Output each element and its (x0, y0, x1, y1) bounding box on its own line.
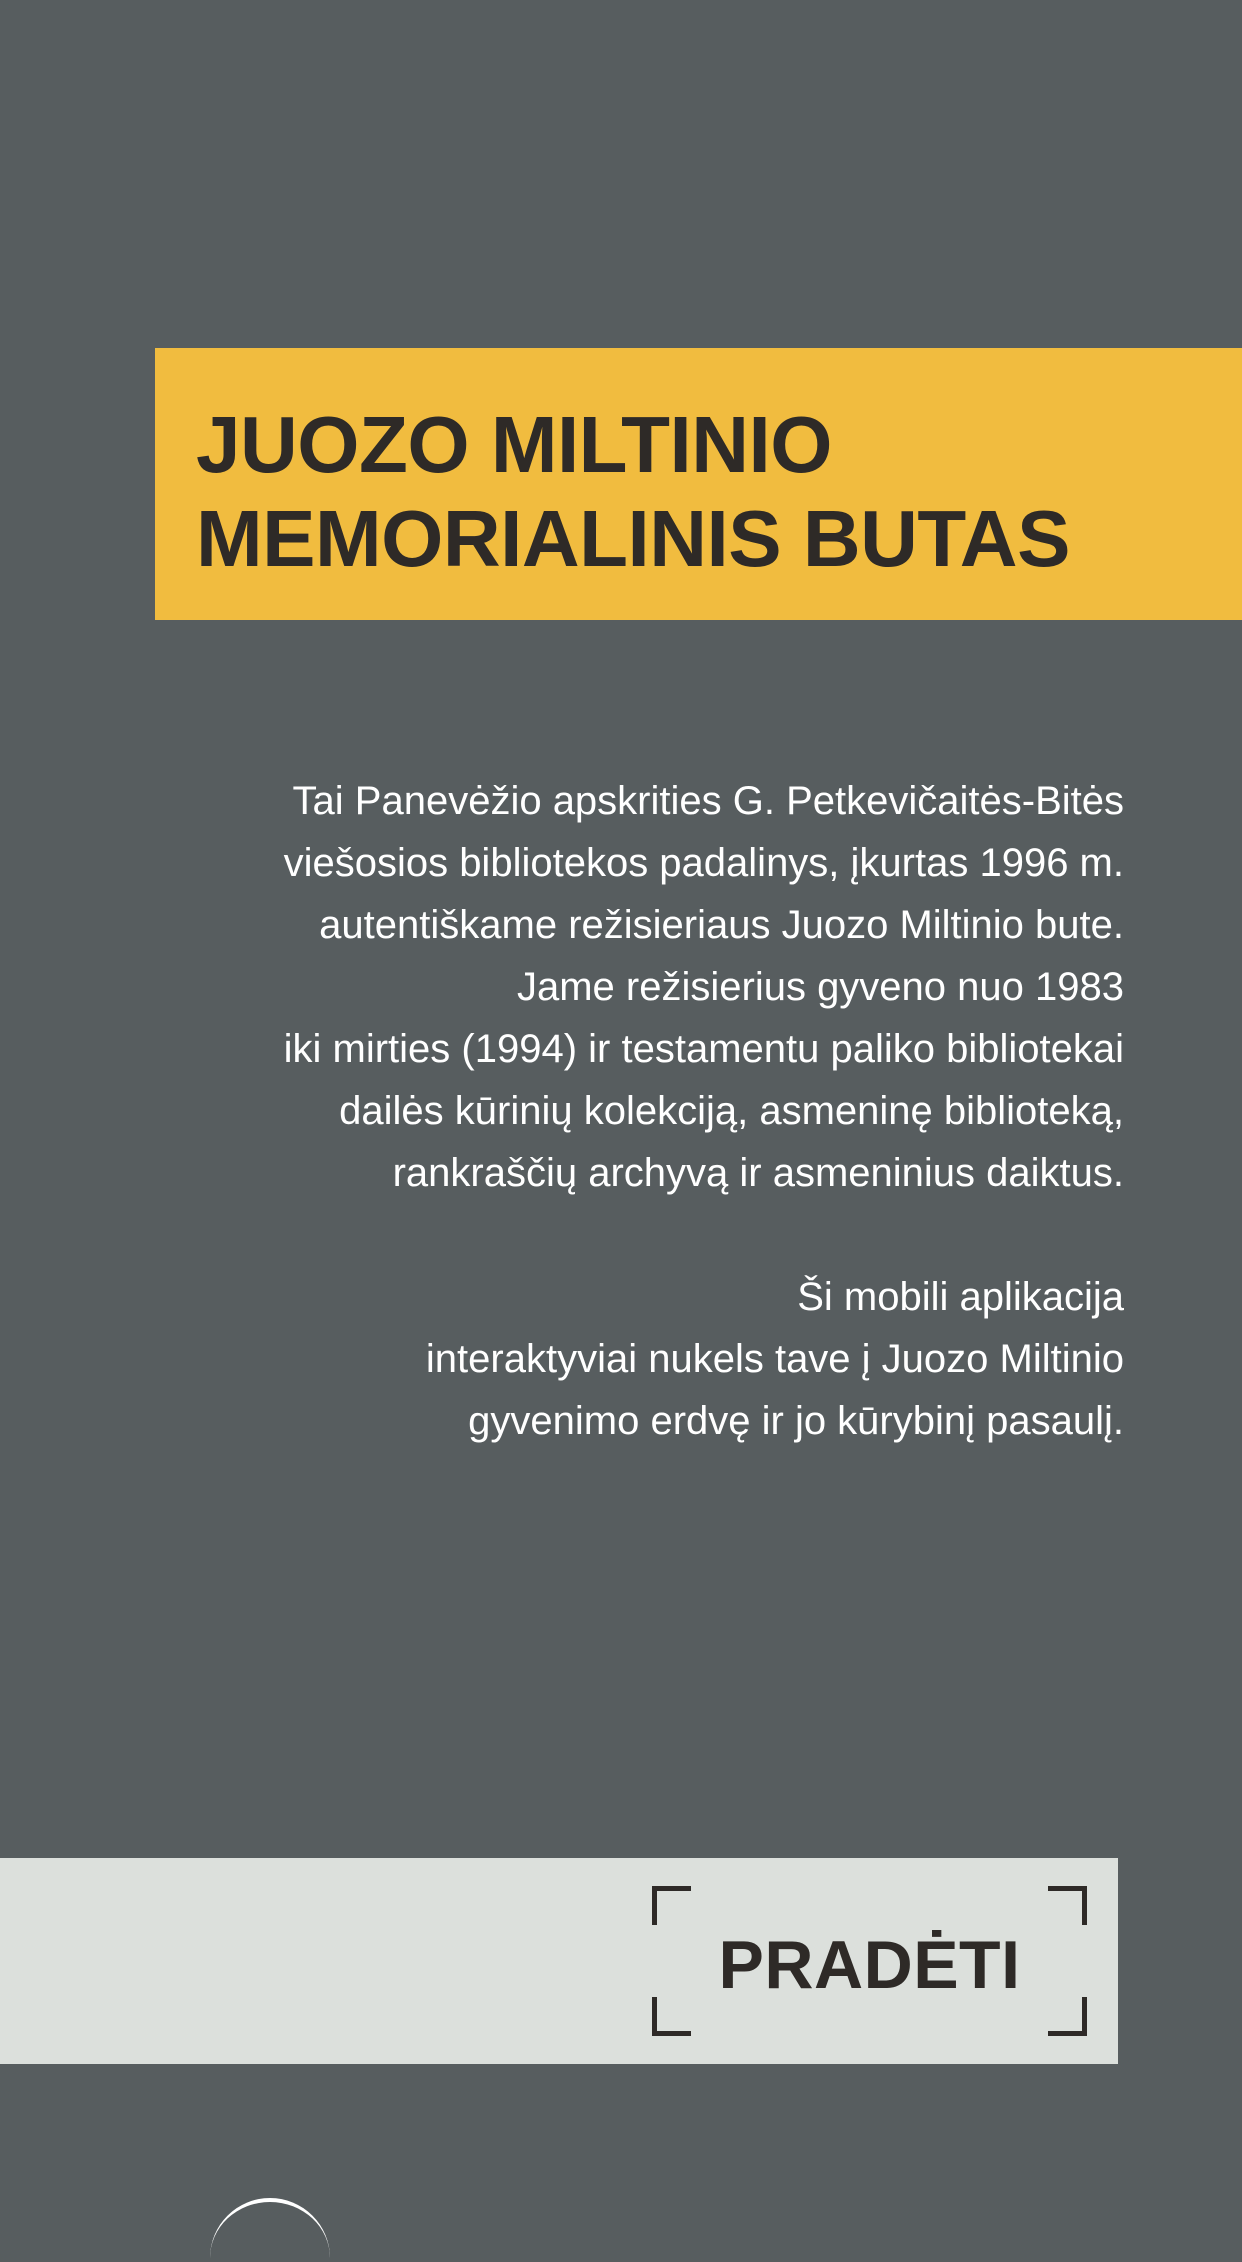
frame-corner-top-left (652, 1886, 691, 1925)
start-button[interactable] (652, 1886, 1087, 2036)
frame-corner-top-right (1048, 1886, 1087, 1925)
description-line: Ši mobili aplikacija (797, 1275, 1124, 1319)
description-line: iki mirties (1994) ir testamentu paliko bibliotekai (283, 1027, 1124, 1071)
description-line: Jame režisierius gyveno nuo 1983 (516, 965, 1124, 1009)
description-line: autentiškame režisieriaus Juozo Miltinio bute. (319, 903, 1124, 947)
start-bar (0, 1858, 1118, 2064)
title-banner (155, 348, 1242, 620)
page-title-line-2: MEMORIALINIS BUTAS (196, 494, 1070, 583)
description-line: Tai Panevėžio apskrities G. Petkevičaitės-Bitės (292, 779, 1124, 823)
description-line: rankraščių archyvą ir asmeninius daiktus. (392, 1151, 1124, 1195)
page-title-line-1: JUOZO MILTINIO (196, 400, 832, 489)
description (124, 770, 1124, 1452)
start-button-label: PRADĖTI (718, 1927, 1021, 2003)
paragraph-gap (124, 1204, 1124, 1266)
description-line: viešosios bibliotekos padalinys, įkurtas 1996 m. (283, 841, 1124, 885)
description-line: gyvenimo erdvę ir jo kūrybinį pasaulį. (468, 1399, 1124, 1443)
description-line: dailės kūrinių kolekciją, asmeninę biblioteką, (339, 1089, 1124, 1133)
frame-corner-bottom-left (652, 1997, 691, 2036)
description-line: interaktyviai nukels tave į Juozo Miltinio (425, 1337, 1124, 1381)
frame-corner-bottom-right (1048, 1997, 1087, 2036)
